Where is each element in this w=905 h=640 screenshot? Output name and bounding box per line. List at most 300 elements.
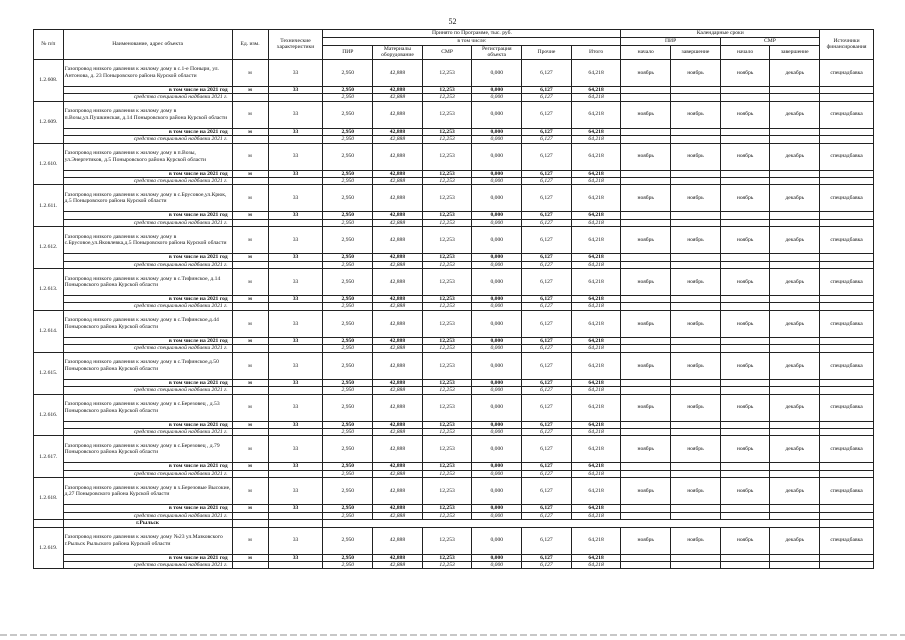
empty-cell — [621, 136, 671, 143]
materials-cell: 42,888 — [373, 185, 423, 212]
unit-cell: м — [232, 505, 268, 512]
header-source: Источники финансирования — [820, 30, 874, 60]
empty-cell — [671, 379, 721, 386]
smr-start-cell: ноябрь — [720, 143, 770, 170]
empty-cell — [671, 254, 721, 261]
other-cell: 6,127 — [522, 478, 572, 505]
empty-cell — [770, 512, 820, 519]
empty-cell — [671, 86, 721, 93]
source-cell: спецнадбавка — [820, 59, 874, 86]
reg-cell: 0,000 — [472, 101, 522, 128]
pir-cell: 2,950 — [323, 345, 373, 352]
pir-end-cell: ноябрь — [671, 227, 721, 254]
materials-cell: 42,888 — [373, 261, 423, 268]
materials-cell: 42,888 — [373, 429, 423, 436]
other-cell: 6,127 — [522, 429, 572, 436]
reg-cell: 0,000 — [472, 527, 522, 554]
total-cell: 64,218 — [571, 512, 621, 519]
header-cal-pir: ПИР — [621, 38, 720, 46]
tech-cell: 33 — [268, 463, 323, 470]
smr-start-cell: ноябрь — [720, 394, 770, 421]
other-cell: 6,127 — [522, 436, 572, 463]
header-calendar: Календарные сроки — [621, 30, 820, 38]
empty-cell — [671, 505, 721, 512]
smr-cell: 12,253 — [422, 177, 472, 184]
smr-cell: 12,253 — [422, 463, 472, 470]
empty-cell — [671, 463, 721, 470]
empty-cell — [770, 212, 820, 219]
pir-end-cell: ноябрь — [671, 394, 721, 421]
object-row — [34, 478, 874, 505]
empty-cell — [820, 86, 874, 93]
total-cell: 64,218 — [571, 101, 621, 128]
empty-cell — [621, 86, 671, 93]
pir-start-cell: ноябрь — [621, 436, 671, 463]
object-row — [34, 59, 874, 86]
special-row — [34, 94, 874, 101]
empty-cell — [820, 345, 874, 352]
year-label: в том числе на 2021 год — [63, 463, 232, 470]
other-cell: 6,127 — [522, 296, 572, 303]
other-cell: 6,127 — [522, 303, 572, 310]
pir-end-cell: ноябрь — [671, 436, 721, 463]
tech-cell: 33 — [268, 310, 323, 337]
empty-cell — [770, 470, 820, 477]
tech-cell: 33 — [268, 505, 323, 512]
tech-cell: 33 — [268, 227, 323, 254]
smr-cell: 12,253 — [422, 527, 472, 554]
pir-cell: 2,950 — [323, 463, 373, 470]
unit-cell: м — [232, 394, 268, 421]
empty-cell — [232, 429, 268, 436]
year-label: в том числе на 2021 год — [63, 128, 232, 135]
reg-cell: 0,000 — [472, 136, 522, 143]
materials-cell: 42,888 — [373, 269, 423, 296]
year-label: в том числе на 2021 год — [63, 554, 232, 561]
other-cell: 6,127 — [522, 227, 572, 254]
other-cell: 6,127 — [522, 254, 572, 261]
empty-cell — [720, 261, 770, 268]
year-row — [34, 212, 874, 219]
table-body — [34, 59, 874, 569]
smr-start-cell: ноябрь — [720, 269, 770, 296]
object-index: 1.2.614. — [34, 310, 64, 352]
smr-cell: 12,253 — [422, 470, 472, 477]
year-label: в том числе на 2021 год — [63, 212, 232, 219]
empty-cell — [770, 337, 820, 344]
pir-cell: 2,950 — [323, 269, 373, 296]
source-cell: спецнадбавка — [820, 185, 874, 212]
pir-cell: 2,950 — [323, 59, 373, 86]
unit-cell: м — [232, 227, 268, 254]
pir-cell: 2,950 — [323, 86, 373, 93]
unit-cell: м — [232, 421, 268, 428]
total-cell: 64,218 — [571, 261, 621, 268]
reg-cell: 0,000 — [472, 227, 522, 254]
empty-cell — [621, 463, 671, 470]
object-row — [34, 527, 874, 554]
other-cell: 6,127 — [522, 94, 572, 101]
page-number: 52 — [448, 17, 457, 26]
object-index: 1.2.609. — [34, 101, 64, 143]
reg-cell: 0,000 — [472, 421, 522, 428]
unit-cell: м — [232, 86, 268, 93]
smr-cell: 12,253 — [422, 505, 472, 512]
empty-cell — [34, 520, 64, 527]
other-cell: 6,127 — [522, 177, 572, 184]
scan-edge — [0, 634, 905, 636]
unit-cell: м — [232, 59, 268, 86]
source-cell: спецнадбавка — [820, 101, 874, 128]
empty-cell — [720, 429, 770, 436]
pir-start-cell: ноябрь — [621, 269, 671, 296]
empty-cell — [770, 561, 820, 568]
header-materials: Материалы оборудование — [373, 46, 423, 60]
empty-cell — [820, 421, 874, 428]
empty-cell — [770, 387, 820, 394]
source-cell: спецнадбавка — [820, 310, 874, 337]
unit-cell: м — [232, 212, 268, 219]
empty-cell — [671, 470, 721, 477]
smr-cell: 12,253 — [422, 254, 472, 261]
year-row — [34, 170, 874, 177]
empty-cell — [820, 429, 874, 436]
empty-cell — [232, 470, 268, 477]
materials-cell: 42,888 — [373, 310, 423, 337]
object-index: 1.2.610. — [34, 143, 64, 185]
smr-start-cell: ноябрь — [720, 310, 770, 337]
object-name: Газопровод низкого давления к жилому дому в х.Березовые Высокие, д.27 Поныровского района Курской области — [63, 478, 232, 505]
empty-cell — [232, 177, 268, 184]
other-cell: 6,127 — [522, 505, 572, 512]
materials-cell: 42,888 — [373, 227, 423, 254]
smr-cell: 12,253 — [422, 561, 472, 568]
year-row — [34, 463, 874, 470]
special-label: средства специальной надбавки 2021 г. — [63, 261, 232, 268]
pir-cell: 2,950 — [323, 470, 373, 477]
other-cell: 6,127 — [522, 554, 572, 561]
total-cell: 64,218 — [571, 554, 621, 561]
materials-cell: 42,888 — [373, 527, 423, 554]
reg-cell: 0,000 — [472, 86, 522, 93]
year-label: в том числе на 2021 год — [63, 86, 232, 93]
empty-cell — [820, 463, 874, 470]
total-cell: 64,218 — [571, 136, 621, 143]
reg-cell: 0,000 — [472, 554, 522, 561]
year-row — [34, 379, 874, 386]
source-cell: спецнадбавка — [820, 227, 874, 254]
empty-cell — [820, 303, 874, 310]
reg-cell: 0,000 — [472, 269, 522, 296]
empty-cell — [671, 296, 721, 303]
tech-cell: 33 — [268, 143, 323, 170]
empty-cell — [268, 261, 323, 268]
pir-cell: 2,950 — [323, 94, 373, 101]
materials-cell: 42,888 — [373, 254, 423, 261]
empty-cell — [770, 128, 820, 135]
materials-cell: 42,888 — [373, 170, 423, 177]
tech-cell: 33 — [268, 436, 323, 463]
year-row — [34, 254, 874, 261]
tech-cell: 33 — [268, 269, 323, 296]
object-name: Газопровод низкого давления к жилому дому в с.Тифинское,д.50 Поныровского района Курской области — [63, 352, 232, 379]
tech-cell: 33 — [268, 212, 323, 219]
empty-cell — [720, 136, 770, 143]
materials-cell: 42,888 — [373, 394, 423, 421]
total-cell: 64,218 — [571, 379, 621, 386]
header-pir-end: завершение — [671, 46, 721, 60]
header-pir-start: начало — [621, 46, 671, 60]
unit-cell: м — [232, 527, 268, 554]
empty-cell — [770, 254, 820, 261]
smr-start-cell: ноябрь — [720, 352, 770, 379]
pir-start-cell: ноябрь — [621, 478, 671, 505]
pir-cell: 2,950 — [323, 512, 373, 519]
smr-cell: 12,253 — [422, 261, 472, 268]
smr-cell: 12,253 — [422, 554, 472, 561]
empty-cell — [720, 463, 770, 470]
other-cell: 6,127 — [522, 352, 572, 379]
smr-start-cell: ноябрь — [720, 527, 770, 554]
reg-cell: 0,000 — [472, 463, 522, 470]
pir-cell: 2,950 — [323, 527, 373, 554]
empty-cell — [268, 94, 323, 101]
total-cell: 64,218 — [571, 310, 621, 337]
materials-cell: 42,888 — [373, 212, 423, 219]
empty-cell — [820, 387, 874, 394]
smr-cell: 12,253 — [422, 394, 472, 421]
empty-cell — [232, 520, 268, 527]
unit-cell: м — [232, 185, 268, 212]
reg-cell: 0,000 — [472, 219, 522, 226]
materials-cell: 42,888 — [373, 505, 423, 512]
reg-cell: 0,000 — [472, 387, 522, 394]
empty-cell — [621, 254, 671, 261]
smr-end-cell: декабрь — [770, 185, 820, 212]
object-name: Газопровод низкого давления к жилому дому в с.Березовец , д.53 Поныровского района Курской области — [63, 394, 232, 421]
tech-cell: 33 — [268, 478, 323, 505]
empty-cell — [770, 170, 820, 177]
empty-cell — [820, 554, 874, 561]
unit-cell: м — [232, 254, 268, 261]
empty-cell — [268, 512, 323, 519]
source-cell: спецнадбавка — [820, 394, 874, 421]
empty-cell — [232, 345, 268, 352]
special-row — [34, 261, 874, 268]
year-row — [34, 86, 874, 93]
pir-cell: 2,950 — [323, 296, 373, 303]
empty-cell — [671, 387, 721, 394]
other-cell: 6,127 — [522, 310, 572, 337]
pir-cell: 2,950 — [323, 101, 373, 128]
unit-cell: м — [232, 143, 268, 170]
smr-cell: 12,253 — [422, 387, 472, 394]
empty-cell — [720, 254, 770, 261]
header-name: Наименование, адрес объекта — [63, 30, 232, 60]
pir-start-cell: ноябрь — [621, 101, 671, 128]
pir-end-cell: ноябрь — [671, 310, 721, 337]
total-cell: 64,218 — [571, 470, 621, 477]
total-cell: 64,218 — [571, 421, 621, 428]
empty-cell — [621, 94, 671, 101]
empty-cell — [720, 554, 770, 561]
total-cell: 64,218 — [571, 185, 621, 212]
materials-cell: 42,888 — [373, 296, 423, 303]
empty-cell — [671, 337, 721, 344]
object-name: Газопровод низкого давления к жилому дому в п.Возы,ул.Пушкинская, д.14 Поныровского района Курской области — [63, 101, 232, 128]
empty-cell — [770, 177, 820, 184]
empty-cell — [268, 520, 323, 527]
object-index: 1.2.611. — [34, 185, 64, 227]
empty-cell — [232, 387, 268, 394]
special-row — [34, 303, 874, 310]
unit-cell: м — [232, 352, 268, 379]
materials-cell: 42,888 — [373, 387, 423, 394]
other-cell: 6,127 — [522, 185, 572, 212]
header-cal-smr: СМР — [720, 38, 819, 46]
smr-end-cell: декабрь — [770, 394, 820, 421]
materials-cell: 42,888 — [373, 136, 423, 143]
empty-cell — [621, 337, 671, 344]
materials-cell: 42,888 — [373, 128, 423, 135]
total-cell: 64,218 — [571, 128, 621, 135]
pir-cell: 2,950 — [323, 478, 373, 505]
year-row — [34, 128, 874, 135]
object-index: 1.2.618. — [34, 478, 64, 520]
smr-cell: 12,253 — [422, 296, 472, 303]
empty-cell — [621, 212, 671, 219]
smr-cell: 12,253 — [422, 310, 472, 337]
smr-cell: 12,253 — [422, 269, 472, 296]
other-cell: 6,127 — [522, 512, 572, 519]
tech-cell: 33 — [268, 337, 323, 344]
empty-cell — [621, 470, 671, 477]
pir-end-cell: ноябрь — [671, 143, 721, 170]
smr-end-cell: декабрь — [770, 143, 820, 170]
reg-cell: 0,000 — [472, 436, 522, 463]
header-smr: СМР — [422, 46, 472, 60]
pir-end-cell: ноябрь — [671, 478, 721, 505]
total-cell: 64,218 — [571, 94, 621, 101]
empty-cell — [770, 429, 820, 436]
pir-cell: 2,950 — [323, 261, 373, 268]
reg-cell: 0,000 — [472, 94, 522, 101]
smr-cell: 12,253 — [422, 101, 472, 128]
pir-cell: 2,950 — [323, 185, 373, 212]
tech-cell: 33 — [268, 421, 323, 428]
object-row — [34, 227, 874, 254]
pir-start-cell: ноябрь — [621, 59, 671, 86]
smr-cell: 12,253 — [422, 345, 472, 352]
special-row — [34, 429, 874, 436]
empty-cell — [720, 561, 770, 568]
table-header — [34, 30, 874, 60]
smr-cell: 12,253 — [422, 478, 472, 505]
unit-cell: м — [232, 170, 268, 177]
smr-cell: 12,253 — [422, 429, 472, 436]
materials-cell: 42,888 — [373, 59, 423, 86]
empty-cell — [720, 177, 770, 184]
materials-cell: 42,888 — [373, 303, 423, 310]
pir-cell: 2,950 — [323, 561, 373, 568]
empty-cell — [720, 337, 770, 344]
tech-cell: 33 — [268, 527, 323, 554]
reg-cell: 0,000 — [472, 185, 522, 212]
unit-cell: м — [232, 436, 268, 463]
pir-cell: 2,950 — [323, 143, 373, 170]
object-name: Газопровод низкого давления к жилому дому в с.Брусовое,ул.Яковлевка,д.5 Поныровского района Курской области — [63, 227, 232, 254]
other-cell: 6,127 — [522, 101, 572, 128]
empty-cell — [671, 303, 721, 310]
empty-cell — [770, 86, 820, 93]
materials-cell: 42,888 — [373, 352, 423, 379]
year-row — [34, 554, 874, 561]
empty-cell — [232, 136, 268, 143]
other-cell: 6,127 — [522, 219, 572, 226]
total-cell: 64,218 — [571, 177, 621, 184]
empty-cell — [720, 128, 770, 135]
pir-end-cell: ноябрь — [671, 101, 721, 128]
empty-cell — [720, 421, 770, 428]
empty-cell — [770, 505, 820, 512]
materials-cell: 42,888 — [373, 143, 423, 170]
empty-cell — [770, 219, 820, 226]
empty-cell — [820, 254, 874, 261]
materials-cell: 42,888 — [373, 478, 423, 505]
object-name: Газопровод низкого давления к жилому дому в с.1-е Поныри, ул. Антонова, д. 23 Поныровского района Курской области — [63, 59, 232, 86]
other-cell: 6,127 — [522, 421, 572, 428]
smr-end-cell: декабрь — [770, 478, 820, 505]
special-row — [34, 387, 874, 394]
tech-cell: 33 — [268, 296, 323, 303]
special-label: средства специальной надбавки 2021 г. — [63, 387, 232, 394]
empty-cell — [621, 505, 671, 512]
other-cell: 6,127 — [522, 170, 572, 177]
object-index: 1.2.617. — [34, 436, 64, 478]
total-cell: 64,218 — [571, 527, 621, 554]
total-cell: 64,218 — [571, 254, 621, 261]
smr-cell: 12,253 — [422, 212, 472, 219]
empty-cell — [268, 387, 323, 394]
empty-cell — [232, 219, 268, 226]
smr-start-cell: ноябрь — [720, 185, 770, 212]
empty-cell — [671, 212, 721, 219]
other-cell: 6,127 — [522, 143, 572, 170]
other-cell: 6,127 — [522, 379, 572, 386]
empty-cell — [770, 421, 820, 428]
empty-cell — [820, 505, 874, 512]
unit-cell: м — [232, 554, 268, 561]
empty-cell — [268, 219, 323, 226]
smr-cell: 12,253 — [422, 512, 472, 519]
header-tech: Технические характеристики — [268, 30, 323, 60]
empty-cell — [268, 177, 323, 184]
tech-cell: 33 — [268, 394, 323, 421]
pir-end-cell: ноябрь — [671, 269, 721, 296]
reg-cell: 0,000 — [472, 478, 522, 505]
empty-cell — [268, 470, 323, 477]
other-cell: 6,127 — [522, 128, 572, 135]
empty-cell — [621, 219, 671, 226]
empty-cell — [720, 212, 770, 219]
empty-cell — [621, 303, 671, 310]
empty-cell — [720, 296, 770, 303]
program-table — [33, 29, 874, 569]
smr-end-cell: декабрь — [770, 527, 820, 554]
empty-cell — [770, 136, 820, 143]
materials-cell: 42,888 — [373, 470, 423, 477]
unit-cell: м — [232, 101, 268, 128]
